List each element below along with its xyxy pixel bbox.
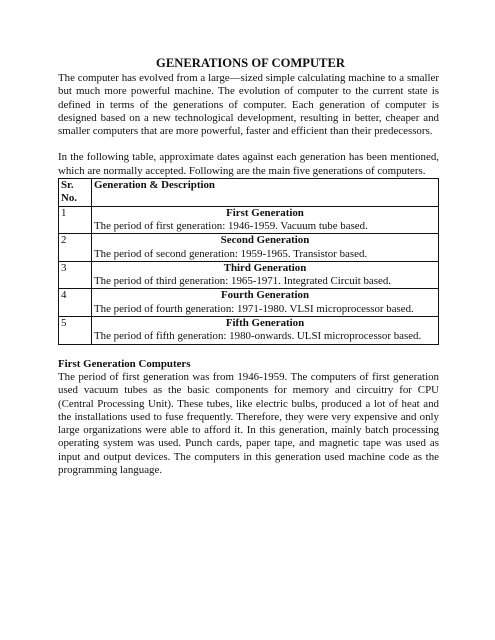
document-title: GENERATIONS OF COMPUTER [156, 56, 345, 70]
row-sr-no: 3 [59, 261, 92, 289]
row-generation-cell [92, 261, 439, 289]
row-sr-no: 1 [59, 206, 92, 234]
row-generation-cell [92, 234, 439, 262]
row-sr-no: 5 [59, 317, 92, 345]
generation-description: The period of first generation: 1946-1959. Vacuum tube based. [94, 219, 368, 232]
row-generation-cell [92, 317, 439, 345]
table-header-row [59, 179, 439, 207]
generation-name: Fourth Generation [220, 289, 310, 302]
table-row [59, 317, 439, 345]
document-page [58, 56, 439, 477]
generation-name: Third Generation [223, 261, 307, 274]
paragraph-spacer [58, 138, 439, 151]
header-generation-description: Generation & Description [92, 179, 439, 207]
row-sr-no: 4 [59, 289, 92, 317]
generation-name: Fifth Generation [225, 317, 305, 330]
row-sr-no: 2 [59, 234, 92, 262]
table-row [59, 261, 439, 289]
generation-description: The period of third generation: 1965-1971. Integrated Circuit based. [94, 275, 391, 288]
header-sr-no: Sr. No. [59, 179, 92, 207]
table-intro-paragraph: In the following table, approximate dates against each generation has been mentioned, which are normally accepted. Following are the main five generations of computers. [58, 151, 439, 177]
table-row [59, 289, 439, 317]
generation-name: First Generation [226, 206, 304, 219]
table-row [59, 234, 439, 262]
row-generation-cell [92, 289, 439, 317]
row-generation-cell [92, 206, 439, 234]
intro-paragraph: The computer has evolved from a large—sized simple calculating machine to a smaller but much more powerful machine. The evolution of computer to the current state is defined in terms of the generations of computer. Each generation of computer is designed based on a new technological development, resulting in better, cheaper and smaller computers that are more powerful, faster and efficient than their predecessors. [58, 72, 439, 138]
generation-description: The period of fourth generation: 1971-1980. VLSI microprocessor based. [94, 302, 414, 315]
generation-description: The period of fifth generation: 1980-onwards. ULSI microprocessor based. [94, 330, 422, 343]
generation-description: The period of second generation: 1959-1965. Transistor based. [94, 247, 368, 260]
table-row [59, 206, 439, 234]
first-generation-paragraph: The period of first generation was from 1946-1959. The computers of first generation used vacuum tubes as the basic components for memory and circuitry for CPU (Central Processing Unit). These tubes, like electric bulbs, produced a lot of heat and the installations used to fuse frequently. Therefore, they were very expensive and only large organizations were able to afford it. In this generation, mainly batch processing operating system was used. Punch cards, paper tape, and magnetic tape was used as input and output devices. The computers in this generation used machine code as the programming language. [58, 370, 439, 477]
generation-name: Second Generation [220, 234, 310, 247]
first-generation-heading: First Generation Computers [58, 357, 191, 370]
generations-table [58, 178, 439, 345]
